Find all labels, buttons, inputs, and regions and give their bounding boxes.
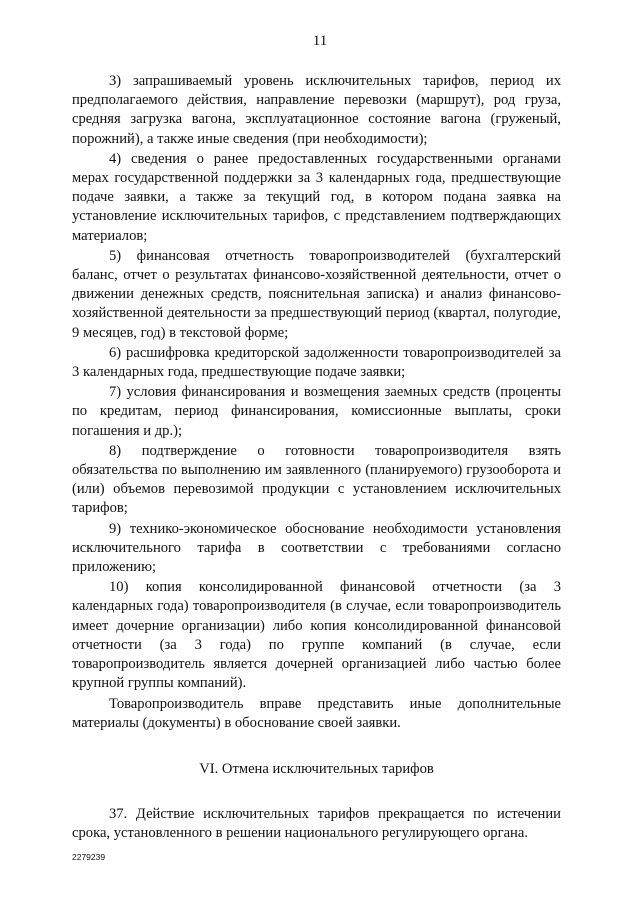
list-item-7: 7) условия финансирования и возмещения заемных средств (проценты по кредитам, период финансирования, комиссионные выплаты, сроки погашения и др.); [72, 384, 561, 439]
document-code: 2279239 [72, 852, 106, 862]
section-heading: VI. Отмена исключительных тарифов [199, 760, 434, 777]
closing-paragraph: Товаропроизводитель вправе представить иные дополнительные материалы (документы) в обоснование своей заявки. [72, 695, 561, 731]
list-item-8: 8) подтверждение о готовности товаропроизводителя взять обязательства по выполнению им заявленного (планируемого) грузооборота и (или) объемов перевозимой продукции с установлением исключительных тарифов; [72, 442, 561, 517]
list-item-10: 10) копия консолидированной финансовой отчетности (за 3 календарных года) товаропроизводителя (в случае, если товаропроизводитель имеет дочерние организации) либо копия консолидированной финансовой отчетности (за 3 года) по группе компаний (в случае, если товаропроизводитель является дочерней организацией либо частью более крупной группы компаний). [72, 579, 561, 692]
list-item-4: 4) сведения о ранее предоставленных государственными органами мерах государственной поддержки за 3 календарных года, предшествующие подаче заявки, а также за текущий год, в котором подана заявка на установление исключительных тарифов, с представлением подтверждающих материалов; [72, 150, 561, 244]
list-item-9: 9) технико-экономическое обоснование необходимости установления исключительного тарифа в соответствии с требованиями согласно приложению; [72, 520, 561, 576]
page-number: 11 [312, 33, 328, 49]
list-item-3: 3) запрашиваемый уровень исключительных тарифов, период их предполагаемого действия, направление перевозки (маршрут), род груза, средняя загрузка вагона, эксплуатационное состояние вагона (груженый, порожний), а также иные сведения (при необходимости); [72, 73, 561, 147]
clause-37: 37. Действие исключительных тарифов прекращается по истечении срока, установленного в решении национального регулирующего органа. [72, 806, 561, 842]
list-item-6: 6) расшифровка кредиторской задолженности товаропроизводителей за 3 календарных года, предшествующие подаче заявки; [72, 344, 561, 381]
list-item-5: 5) финансовая отчетность товаропроизводителей (бухгалтерский баланс, отчет о результатах финансово-хозяйственной деятельности, отчет о движении денежных средств, пояснительная записка) и анализ финансово-хозяйственной деятельности за предшествующий период (квартал, полугодие, 9 месяцев, год) в текстовой форме; [72, 247, 561, 341]
document-body [72, 72, 561, 844]
